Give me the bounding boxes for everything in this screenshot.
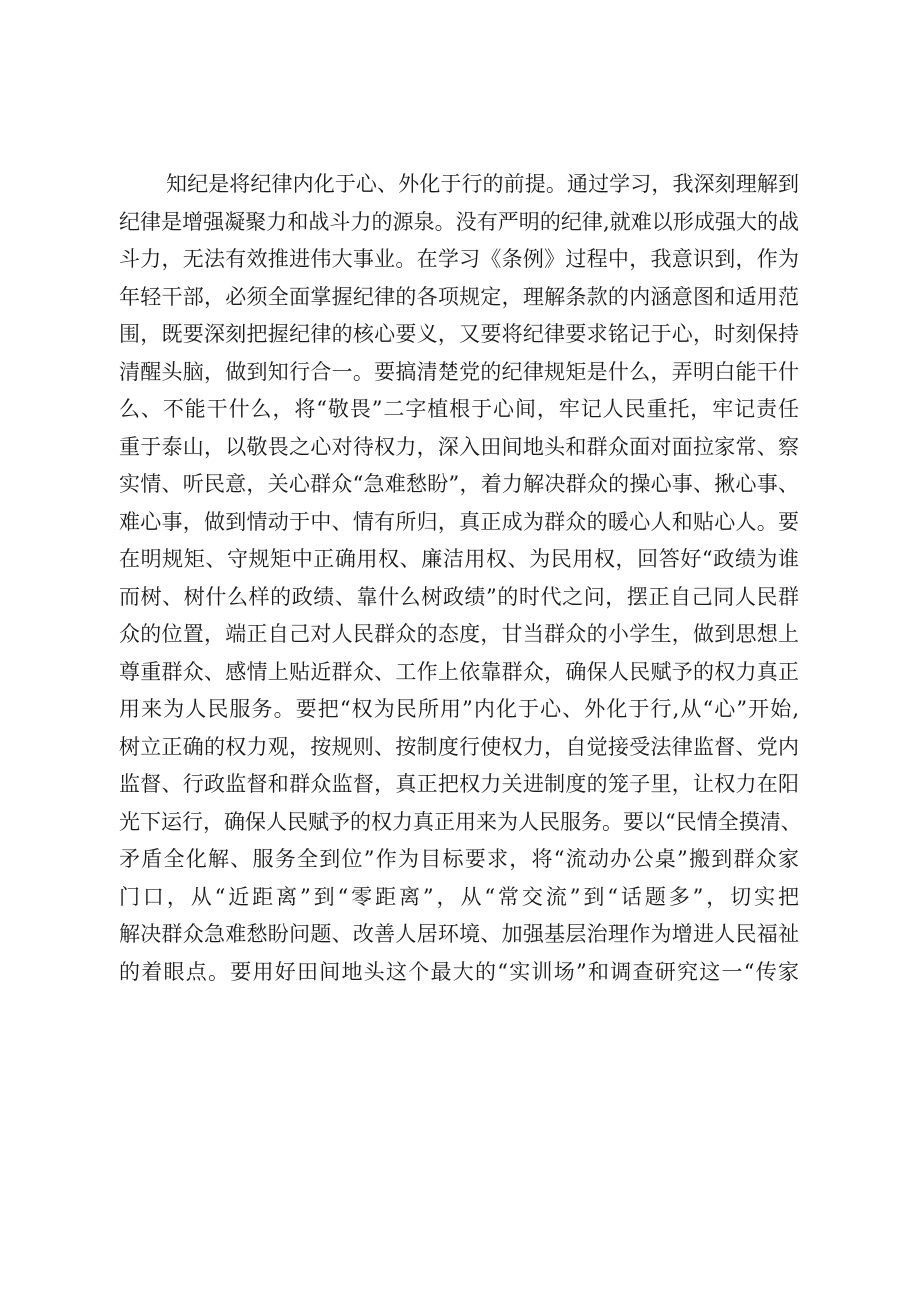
paragraph-line: 么、不能干什么，将“敬畏”二字植根于心间，牢记人民重托，牢记责任 (119, 397, 799, 421)
paragraph-line: 光下运行，确保人民赋予的权力真正用来为人民服务。要以“民情全摸清、 (119, 809, 802, 834)
paragraph-line: 的着眼点。要用好田间地头这个最大的“实训场”和调查研究这一“传家 (119, 959, 799, 984)
paragraph-line: 斗力，无法有效推进伟大事业。在学习《条例》过程中，我意识到，作为 (119, 247, 799, 271)
paragraph-line: 众的位置，端正自己对人民群众的态度，甘当群众的小学生，做到思想上 (119, 622, 799, 646)
paragraph-line: 用来为人民服务。要把“权为民所用”内化于心、外化于行,从“心”开始, (119, 697, 799, 721)
paragraph-line: 难心事，做到情动于中、情有所归，真正成为群众的暖心人和贴心人。要 (119, 509, 799, 534)
paragraph-line: 实情、听民意，关心群众“急难愁盼”，着力解决群众的操心事、揪心事、 (119, 472, 799, 496)
paragraph-line: 年轻干部，必须全面掌握纪律的各项规定，理解条款的内涵意图和适用范 (119, 284, 799, 309)
paragraph-line: 解决群众急难愁盼问题、改善人居环境、加强基层治理作为增进人民福祉 (119, 922, 799, 946)
paragraph-line: 重于泰山，以敬畏之心对待权力，深入田间地头和群众面对面拉家常、察 (119, 434, 799, 459)
paragraph-line: 树立正确的权力观，按规则、按制度行使权力，自觉接受法律监督、党内 (119, 734, 799, 759)
paragraph-line: 知纪是将纪律内化于心、外化于行的前提。通过学习，我深刻理解到 (166, 172, 799, 196)
paragraph-line: 围，既要深刻把握纪律的核心要义，又要将纪律要求铭记于心，时刻保持 (119, 322, 799, 346)
paragraph-line: 尊重群众、感情上贴近群众、工作上依靠群众，确保人民赋予的权力真正 (119, 659, 799, 684)
paragraph-line: 矛盾全化解、服务全到位”作为目标要求，将“流动办公桌”搬到群众家 (119, 847, 799, 871)
paragraph-line: 门口，从“近距离”到“零距离”，从“常交流”到“话题多”，切实把 (119, 884, 799, 909)
body-paragraph (119, 166, 802, 991)
paragraph-line: 清醒头脑，做到知行合一。要搞清楚党的纪律规矩是什么，弄明白能干什 (119, 359, 799, 384)
paragraph-line: 纪律是增强凝聚力和战斗力的源泉。没有严明的纪律,就难以形成强大的战 (119, 209, 799, 234)
paragraph-line: 而树、树什么样的政绩、靠什么树政绩”的时代之问，摆正自己同人民群 (119, 584, 799, 609)
paragraph-line: 在明规矩、守规矩中正确用权、廉洁用权、为民用权，回答好“政绩为谁 (119, 547, 799, 571)
paragraph-line: 监督、行政监督和群众监督，真正把权力关进制度的笼子里，让权力在阳 (119, 772, 799, 796)
